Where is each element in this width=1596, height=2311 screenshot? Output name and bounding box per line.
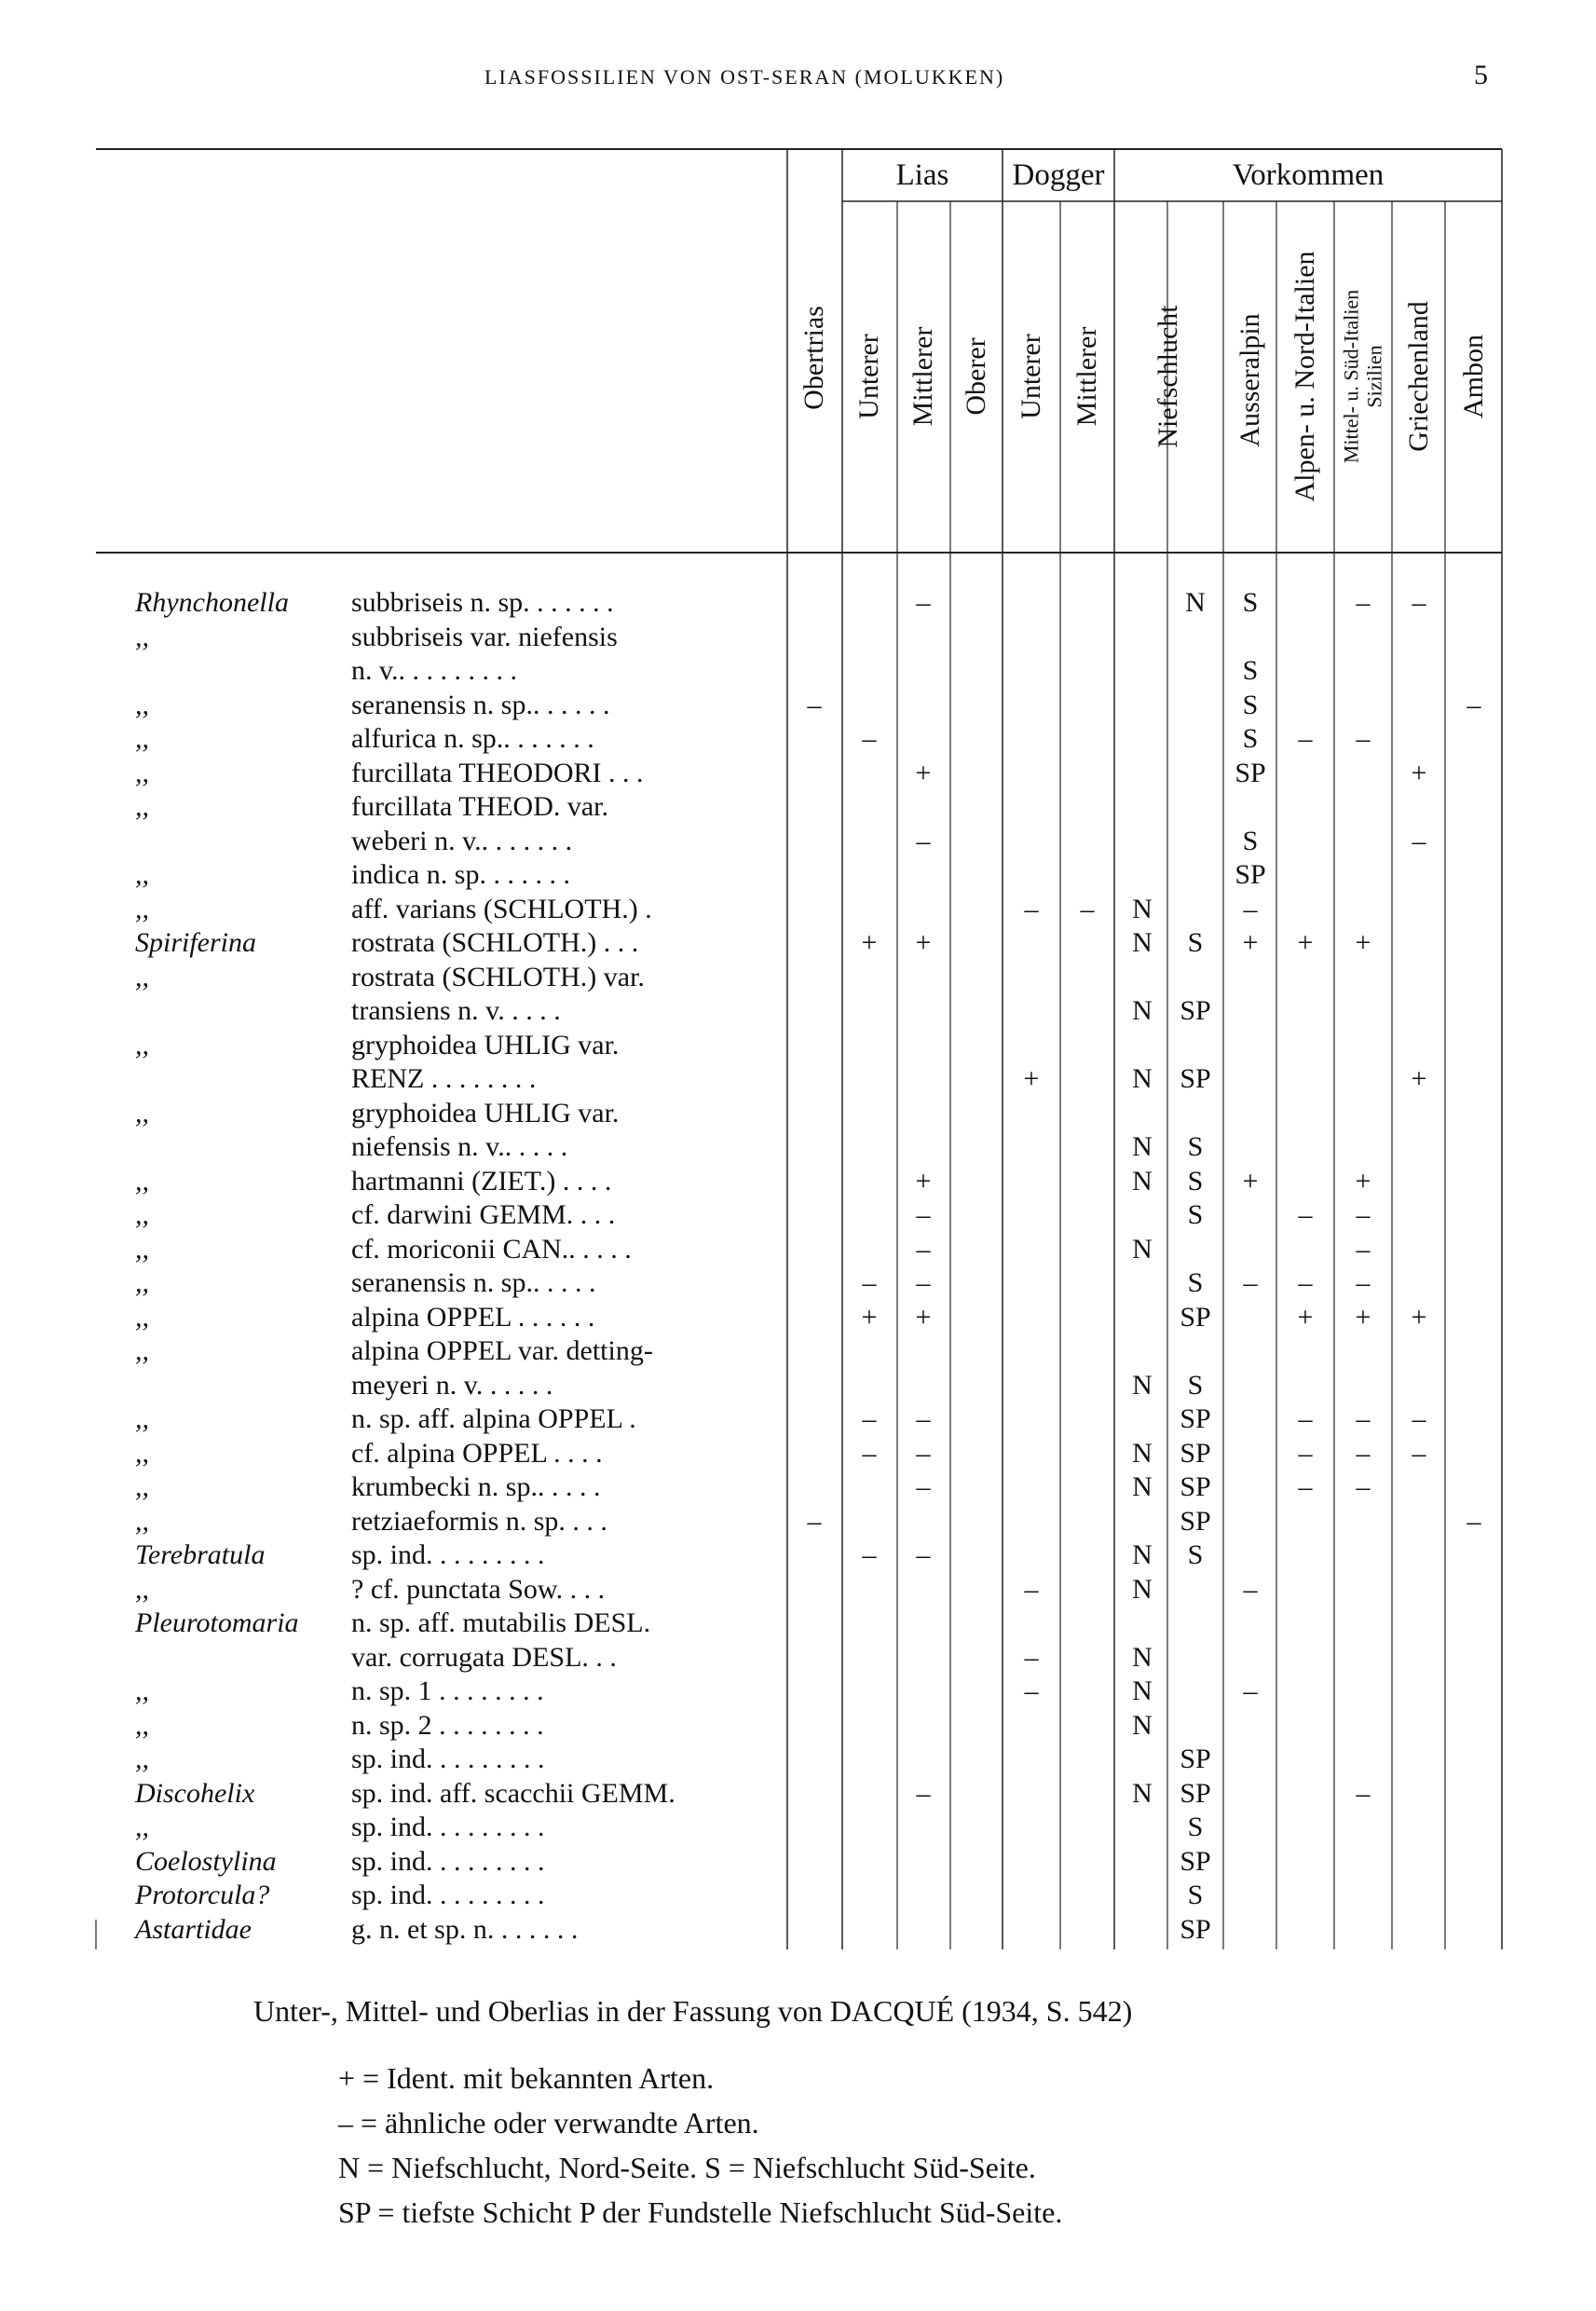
- occurrence-mark: –: [916, 1471, 931, 1502]
- genus-cell: Discohelix: [135, 1777, 255, 1809]
- legend-sp: SP = tiefste Schicht P der Fundstelle Niefschlucht Süd-Seite.: [338, 2195, 1063, 2229]
- species-cell: cf. moriconii CAN.. . . . .: [351, 1233, 632, 1265]
- occurrence-mark: –: [916, 1777, 931, 1809]
- species-cell: subbriseis var. niefensis: [351, 621, 618, 652]
- column-header-dogger-unterer: Unterer: [1016, 334, 1046, 419]
- column-header-obertrias: Obertrias: [798, 306, 829, 410]
- occurrence-mark: S: [1242, 655, 1259, 686]
- occurrence-mark: SP: [1180, 1437, 1211, 1469]
- occurrence-mark: –: [1024, 1573, 1039, 1605]
- occurrence-mark: –: [1298, 1471, 1313, 1502]
- occurrence-mark: –: [1243, 1675, 1258, 1706]
- table-row: [0, 1166, 1596, 1197]
- species-cell: n. sp. 2 . . . . . . . .: [351, 1709, 544, 1741]
- occurrence-mark: –: [1298, 1437, 1313, 1469]
- occurrence-mark: S: [1242, 825, 1259, 856]
- occurrence-mark: –: [916, 587, 931, 618]
- occurrence-mark: S: [1187, 1165, 1204, 1197]
- occurrence-mark: N: [1132, 893, 1153, 924]
- occurrence-mark: S: [1187, 927, 1204, 958]
- species-cell: cf. alpina OPPEL . . . .: [351, 1437, 603, 1469]
- genus-cell: ,,: [135, 1097, 149, 1128]
- occurrence-mark: S: [1187, 1539, 1204, 1570]
- species-cell: indica n. sp. . . . . . .: [351, 859, 570, 890]
- occurrence-mark: N: [1132, 1437, 1153, 1469]
- running-title: LIASFOSSILIEN VON OST-SERAN (MOLUKKEN): [484, 65, 1005, 89]
- species-cell: var. corrugata DESL. . .: [351, 1641, 617, 1673]
- occurrence-mark: –: [1356, 1267, 1371, 1298]
- genus-cell: ,,: [135, 1301, 149, 1333]
- table-row: [0, 1778, 1596, 1810]
- table-row: [0, 1710, 1596, 1742]
- occurrence-mark: –: [807, 689, 822, 720]
- table-row: [0, 622, 1596, 653]
- group-header-dogger: Dogger: [1012, 158, 1105, 192]
- table-row: [0, 1302, 1596, 1333]
- occurrence-mark: –: [916, 1267, 931, 1298]
- species-cell: retziaeformis n. sp. . . .: [351, 1505, 607, 1537]
- occurrence-mark: –: [1412, 825, 1426, 856]
- occurrence-mark: –: [1024, 893, 1039, 924]
- genus-cell: ,,: [135, 723, 149, 754]
- legend-plus: + = Ident. mit bekannten Arten.: [338, 2061, 715, 2095]
- occurrence-mark: SP: [1235, 859, 1266, 890]
- species-cell: alpina OPPEL . . . . . .: [351, 1301, 595, 1333]
- table-row: [0, 1438, 1596, 1470]
- occurrence-mark: –: [1466, 1505, 1481, 1537]
- occurrence-mark: –: [1298, 723, 1313, 754]
- occurrence-mark: –: [1412, 1403, 1426, 1434]
- occurrence-mark: –: [916, 1437, 931, 1469]
- genus-cell: ,,: [135, 893, 149, 924]
- table-row: [0, 1098, 1596, 1129]
- occurrence-mark: N: [1132, 995, 1153, 1026]
- table-row: [0, 1846, 1596, 1878]
- occurrence-mark: –: [916, 1199, 931, 1230]
- occurrence-mark: +: [915, 1165, 932, 1197]
- occurrence-mark: +: [1411, 1063, 1427, 1094]
- caption: Unter-, Mittel- und Oberlias in der Fassung von DACQUÉ (1934, S. 542): [253, 1994, 1133, 2028]
- genus-cell: ,,: [135, 1199, 149, 1230]
- occurrence-mark: S: [1242, 587, 1259, 618]
- occurrence-mark: –: [1412, 1437, 1426, 1469]
- table-row: [0, 995, 1596, 1027]
- occurrence-mark: +: [1023, 1063, 1040, 1094]
- genus-cell: Protorcula?: [135, 1880, 270, 1910]
- table-row: [0, 1675, 1596, 1707]
- legend-locality: N = Niefschlucht, Nord-Seite. S = Niefschlucht Süd-Seite.: [338, 2151, 1036, 2184]
- table-row: [0, 1063, 1596, 1095]
- occurrence-mark: S: [1187, 1199, 1204, 1230]
- table-row: [0, 927, 1596, 959]
- table-row: [0, 1403, 1596, 1435]
- occurrence-mark: +: [1355, 927, 1371, 958]
- species-cell: subbriseis n. sp. . . . . . .: [351, 587, 614, 618]
- occurrence-mark: –: [862, 1539, 877, 1570]
- genus-cell: ,,: [135, 757, 149, 788]
- occurrence-mark: +: [1242, 1165, 1259, 1197]
- occurrence-mark: –: [1298, 1199, 1313, 1230]
- table-row: [0, 758, 1596, 789]
- table-row: [0, 1812, 1596, 1843]
- species-cell: krumbecki n. sp.. . . . .: [351, 1471, 601, 1502]
- occurrence-mark: –: [1298, 1267, 1313, 1298]
- occurrence-mark: S: [1187, 1369, 1204, 1401]
- occurrence-mark: SP: [1180, 1063, 1211, 1094]
- species-cell: cf. darwini GEMM. . . .: [351, 1199, 616, 1230]
- genus-cell: ,,: [135, 1573, 149, 1605]
- species-cell: n. sp. 1 . . . . . . . .: [351, 1675, 544, 1706]
- occurrence-mark: N: [1132, 1131, 1153, 1162]
- genus-cell: ,,: [135, 1505, 149, 1537]
- occurrence-mark: –: [807, 1505, 822, 1537]
- occurrence-mark: –: [1356, 1403, 1371, 1434]
- occurrence-mark: –: [1243, 1267, 1258, 1298]
- genus-cell: Astartidae: [135, 1913, 252, 1945]
- table-row: [0, 1131, 1596, 1163]
- genus-cell: ,,: [135, 1403, 149, 1434]
- occurrence-mark: –: [1080, 893, 1095, 924]
- occurrence-mark: –: [862, 1267, 877, 1298]
- occurrence-mark: +: [1411, 1301, 1427, 1333]
- occurrence-mark: N: [1132, 1675, 1153, 1706]
- occurrence-mark: SP: [1180, 1505, 1211, 1537]
- table-row: [0, 962, 1596, 993]
- column-header-lias-mittlerer: Mittlerer: [907, 326, 938, 427]
- species-cell: alpina OPPEL var. detting-: [351, 1335, 653, 1366]
- column-header-ausseralpin: Ausseralpin: [1235, 313, 1265, 447]
- table-row: [0, 1506, 1596, 1538]
- occurrence-mark: +: [1355, 1165, 1371, 1197]
- occurrence-mark: SP: [1180, 1744, 1211, 1774]
- genus-cell: ,,: [135, 689, 149, 720]
- occurrence-mark: +: [1297, 927, 1314, 958]
- occurrence-mark: +: [861, 1301, 878, 1333]
- column-header-mittel-sued-italien: Mittel- u. Süd-Italien: [1339, 289, 1363, 464]
- group-header-lias: Lias: [895, 158, 949, 192]
- occurrence-mark: S: [1242, 689, 1259, 720]
- genus-cell: ,,: [135, 961, 149, 992]
- occurrence-mark: +: [1411, 757, 1427, 788]
- genus-cell: ,,: [135, 1437, 149, 1469]
- column-header-alpen-nord-italien: Alpen- u. Nord-Italien: [1289, 251, 1320, 502]
- occurrence-mark: –: [1412, 587, 1426, 618]
- genus-cell: Spiriferina: [135, 927, 257, 958]
- occurrence-mark: –: [1298, 1403, 1313, 1434]
- species-cell: niefensis n. v.. . . . .: [351, 1131, 568, 1162]
- species-cell: n. sp. aff. alpina OPPEL .: [351, 1403, 636, 1434]
- occurrence-mark: SP: [1180, 1845, 1211, 1877]
- genus-cell: ,,: [135, 1029, 149, 1060]
- species-cell: seranensis n. sp.. . . . . .: [351, 689, 610, 720]
- occurrence-mark: N: [1132, 1641, 1153, 1673]
- genus-cell: ,,: [135, 1335, 149, 1366]
- table-row: [0, 791, 1596, 823]
- table-row: [0, 1370, 1596, 1402]
- occurrence-mark: –: [916, 1539, 931, 1570]
- species-cell: n. sp. aff. mutabilis DESL.: [351, 1607, 651, 1638]
- occurrence-mark: N: [1132, 1233, 1153, 1265]
- occurrence-mark: –: [1356, 1471, 1371, 1502]
- species-cell: gryphoidea UHLIG var.: [351, 1029, 620, 1060]
- table-row: [0, 1471, 1596, 1503]
- occurrence-mark: –: [1356, 1199, 1371, 1230]
- occurrence-mark: +: [1242, 927, 1259, 958]
- occurrence-mark: –: [1466, 689, 1481, 720]
- occurrence-mark: –: [862, 723, 877, 754]
- table-row: [0, 1030, 1596, 1061]
- species-cell: rostrata (SCHLOTH.) . . .: [351, 927, 639, 958]
- occurrence-mark: SP: [1180, 1471, 1211, 1502]
- occurrence-mark: +: [1355, 1301, 1371, 1333]
- occurrence-mark: –: [1356, 1233, 1371, 1265]
- occurrence-mark: S: [1187, 1267, 1204, 1298]
- species-cell: transiens n. v. . . . .: [351, 995, 561, 1026]
- species-cell: aff. varians (SCHLOTH.) .: [351, 893, 652, 924]
- table-row: [0, 1914, 1596, 1946]
- genus-cell: ,,: [135, 1744, 149, 1774]
- column-header-lias-unterer: Unterer: [853, 334, 884, 419]
- occurrence-mark: –: [862, 1437, 877, 1469]
- genus-cell: ,,: [135, 1675, 149, 1706]
- occurrence-mark: S: [1242, 723, 1259, 754]
- table-row: [0, 587, 1596, 619]
- genus-cell: Coelostylina: [135, 1845, 277, 1877]
- table-row: [0, 1335, 1596, 1367]
- column-header-ambon: Ambon: [1458, 335, 1489, 418]
- table-row: [0, 1539, 1596, 1571]
- occurrence-mark: SP: [1180, 1301, 1211, 1333]
- occurrence-mark: SP: [1180, 995, 1211, 1026]
- species-cell: hartmanni (ZIET.) . . . .: [351, 1165, 612, 1197]
- occurrence-mark: +: [915, 757, 932, 788]
- occurrence-mark: –: [916, 1403, 931, 1434]
- column-header-dogger-mittlerer: Mittlerer: [1071, 326, 1102, 427]
- occurrence-mark: +: [1297, 1301, 1314, 1333]
- occurrence-mark: N: [1132, 1369, 1153, 1401]
- column-header-lias-oberer: Oberer: [961, 337, 991, 416]
- table-row: [0, 1199, 1596, 1231]
- species-cell: sp. ind. . . . . . . . .: [351, 1845, 545, 1877]
- occurrence-mark: –: [1243, 893, 1258, 924]
- occurrence-mark: N: [1132, 1539, 1153, 1570]
- occurrence-mark: S: [1187, 1880, 1204, 1910]
- species-cell: seranensis n. sp.. . . . .: [351, 1267, 596, 1298]
- species-cell: sp. ind. . . . . . . . .: [351, 1744, 545, 1774]
- occurrence-mark: +: [861, 927, 878, 958]
- occurrence-mark: SP: [1180, 1403, 1211, 1434]
- column-header-griechenland: Griechenland: [1403, 301, 1434, 452]
- occurrence-mark: –: [1356, 587, 1371, 618]
- genus-cell: ,,: [135, 1709, 149, 1741]
- genus-cell: ,,: [135, 1165, 149, 1197]
- genus-cell: ,,: [135, 1471, 149, 1502]
- species-cell: n. v.. . . . . . . . .: [351, 655, 518, 686]
- table-row: [0, 1607, 1596, 1639]
- species-cell: sp. ind. aff. scacchii GEMM.: [351, 1777, 675, 1809]
- occurrence-mark: –: [1356, 723, 1371, 754]
- column-header-niefschlucht: Niefschlucht: [1153, 305, 1183, 448]
- genus-cell: Rhynchonella: [135, 587, 289, 618]
- species-cell: furcillata THEOD. var.: [351, 791, 609, 822]
- table-row: [0, 655, 1596, 687]
- table-row: [0, 1642, 1596, 1674]
- table-row: [0, 1880, 1596, 1911]
- genus-cell: ,,: [135, 1233, 149, 1265]
- occurrence-mark: N: [1132, 1471, 1153, 1502]
- species-cell: gryphoidea UHLIG var.: [351, 1097, 620, 1128]
- table-row: [0, 826, 1596, 857]
- occurrence-mark: SP: [1180, 1777, 1211, 1809]
- species-cell: sp. ind. . . . . . . . .: [351, 1539, 545, 1570]
- occurrence-mark: –: [1024, 1641, 1039, 1673]
- occurrence-mark: N: [1132, 1709, 1153, 1741]
- species-cell: meyeri n. v. . . . . .: [351, 1369, 553, 1401]
- genus-cell: Terebratula: [135, 1539, 266, 1570]
- genus-cell: ,,: [135, 1267, 149, 1298]
- species-cell: rostrata (SCHLOTH.) var.: [351, 961, 645, 992]
- genus-cell: ,,: [135, 859, 149, 890]
- occurrence-mark: N: [1132, 1777, 1153, 1809]
- occurrence-mark: N: [1132, 927, 1153, 958]
- occurrence-mark: –: [862, 1403, 877, 1434]
- column-header-sizilien: Sizilien: [1363, 345, 1386, 408]
- table-row: [0, 690, 1596, 721]
- occurrence-mark: N: [1132, 1063, 1153, 1094]
- genus-cell: ,,: [135, 621, 149, 652]
- species-cell: furcillata THEODORI . . .: [351, 757, 644, 788]
- column-header-mittel-sued-italien-sizilien: [1340, 290, 1387, 463]
- species-cell: g. n. et sp. n. . . . . . .: [351, 1913, 579, 1945]
- table-row: [0, 859, 1596, 891]
- legend-minus: – = ähnliche oder verwandte Arten.: [338, 2106, 759, 2140]
- table-row: [0, 1744, 1596, 1775]
- occurrence-mark: N: [1132, 1573, 1153, 1605]
- species-cell: alfurica n. sp.. . . . . . .: [351, 723, 594, 754]
- occurrence-mark: S: [1187, 1812, 1204, 1842]
- table-row: [0, 1267, 1596, 1299]
- occurrence-mark: –: [1356, 1437, 1371, 1469]
- species-cell: sp. ind. . . . . . . . .: [351, 1812, 545, 1842]
- table-row: [0, 1234, 1596, 1265]
- occurrence-mark: –: [1356, 1777, 1371, 1809]
- occurrence-mark: S: [1187, 1131, 1204, 1162]
- occurrence-mark: N: [1185, 587, 1206, 618]
- table-row: [0, 894, 1596, 925]
- occurrence-mark: +: [915, 927, 932, 958]
- occurrence-mark: +: [915, 1301, 932, 1333]
- occurrence-mark: –: [916, 1233, 931, 1265]
- species-cell: ? cf. punctata Sow. . . .: [351, 1573, 606, 1605]
- genus-cell: ,,: [135, 791, 149, 822]
- species-cell: weberi n. v.. . . . . . .: [351, 825, 573, 856]
- table-row: [0, 723, 1596, 755]
- occurrence-mark: –: [1024, 1675, 1039, 1706]
- group-header-vorkommen: Vorkommen: [1232, 158, 1385, 192]
- species-cell: sp. ind. . . . . . . . .: [351, 1880, 545, 1910]
- occurrence-mark: SP: [1180, 1913, 1211, 1945]
- genus-cell: ,,: [135, 1812, 149, 1842]
- table-row: [0, 1574, 1596, 1606]
- occurrence-mark: –: [1243, 1573, 1258, 1605]
- page-number: 5: [1474, 60, 1488, 90]
- occurrence-mark: –: [916, 825, 931, 856]
- occurrence-mark: SP: [1235, 757, 1266, 788]
- genus-cell: Pleurotomaria: [135, 1607, 299, 1638]
- occurrence-mark: N: [1132, 1165, 1153, 1197]
- species-cell: RENZ . . . . . . . .: [351, 1063, 537, 1094]
